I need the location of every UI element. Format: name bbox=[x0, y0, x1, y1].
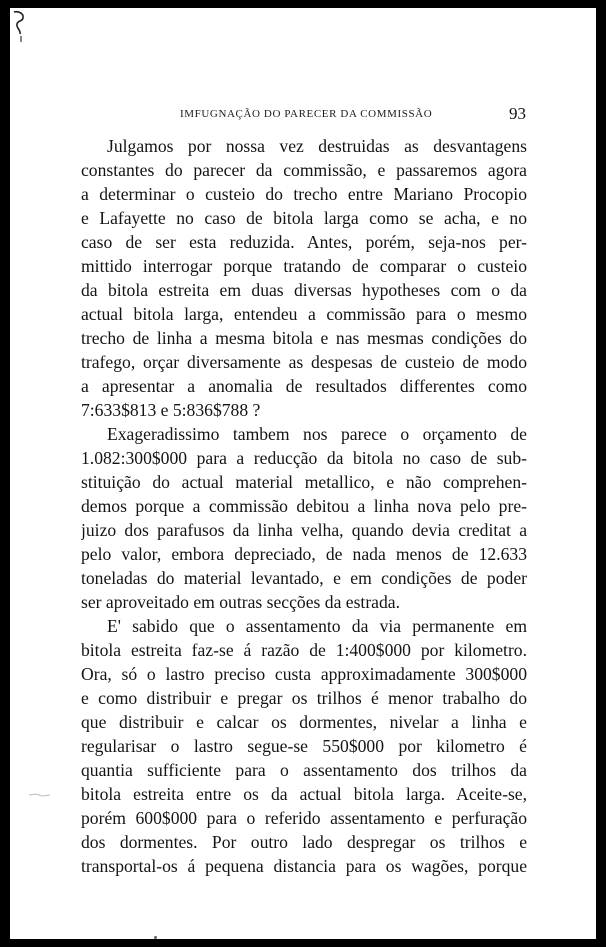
text-line: bitola estreita faz-se á razão de 1:400$000 por kilometro. bbox=[81, 640, 527, 660]
text-line: Julgamos por nossa vez destruidas as desvantagens bbox=[107, 136, 527, 156]
book-page bbox=[10, 8, 596, 939]
text-line: juizo dos parafusos da linha velha, quando devia creditat a bbox=[81, 520, 527, 540]
text-line: mittido interrogar porque tratando de comparar o custeio bbox=[81, 256, 527, 276]
text-line: a determinar o custeio do trecho entre Mariano Procopio bbox=[81, 184, 527, 204]
margin-smudge-icon bbox=[28, 790, 52, 800]
text-line: stituição do actual material metallico, e não comprehen- bbox=[81, 472, 527, 492]
text-line: transportal-os á pequena distancia para os wagões, porque bbox=[81, 856, 527, 876]
text-line: porém 600$000 para o referido assentamento e perfuração bbox=[81, 808, 527, 828]
text-line: e como distribuir e pregar os trilhos é menor trabalho do bbox=[81, 688, 527, 708]
text-line: Ora, só o lastro preciso custa approximadamente 300$000 bbox=[81, 664, 527, 684]
body-text bbox=[81, 134, 527, 878]
text-line: ser aproveitado em outras secções da estrada. bbox=[81, 592, 400, 612]
text-line: regularisar o lastro segue-se 550$000 por kilometro é bbox=[81, 736, 527, 756]
text-line: pelo valor, embora depreciado, de nada menos de 12.633 bbox=[81, 544, 527, 564]
speck-icon bbox=[154, 936, 157, 939]
text-line: 1.082:300$000 para a reducção da bitola no caso de sub- bbox=[81, 448, 527, 468]
text-line: trafego, orçar diversamente as despesas de custeio de modo bbox=[81, 352, 527, 372]
paragraph-3 bbox=[81, 614, 527, 878]
text-line: bitola estreita entre os da actual bitola larga. Aceite-se, bbox=[81, 784, 527, 804]
paragraph-2 bbox=[81, 422, 527, 614]
ink-blot-icon bbox=[12, 10, 30, 44]
text-line: quantia sufficiente para o assentamento dos trilhos da bbox=[81, 760, 527, 780]
text-line: Exageradissimo tambem nos parece o orçamento de bbox=[107, 424, 527, 444]
text-line: constantes do parecer da commissão, e passaremos agora bbox=[81, 160, 527, 180]
text-line: demos porque a commissão debitou a linha nova pelo pre- bbox=[81, 496, 527, 516]
text-line: actual bitola larga, entendeu a commissão para o mesmo bbox=[81, 304, 527, 324]
text-line: 7:633$813 e 5:836$788 ? bbox=[81, 400, 261, 420]
running-title: IMFUGNAÇÃO DO PARECER DA COMMISSÃO bbox=[180, 108, 433, 120]
text-line: toneladas do material levantado, e em condições de poder bbox=[81, 568, 527, 588]
text-line: E' sabido que o assentamento da via permanente em bbox=[107, 616, 527, 636]
paragraph-1 bbox=[81, 134, 527, 422]
text-line: da bitola estreita em duas diversas hypotheses com o da bbox=[81, 280, 527, 300]
text-line: trecho de linha a mesma bitola e nas mesmas condições do bbox=[81, 328, 527, 348]
text-line: a apresentar a anomalia de resultados differentes como bbox=[81, 376, 527, 396]
text-line: que distribuir e calcar os dormentes, nivelar a linha e bbox=[81, 712, 527, 732]
page-header bbox=[72, 106, 526, 126]
page-number: 93 bbox=[509, 104, 526, 123]
text-line: caso de ser esta reduzida. Antes, porém, seja-nos per- bbox=[81, 232, 527, 252]
text-line: e Lafayette no caso de bitola larga como se acha, e no bbox=[81, 208, 527, 228]
text-line: dos dormentes. Por outro lado despregar os trilhos e bbox=[81, 832, 527, 852]
